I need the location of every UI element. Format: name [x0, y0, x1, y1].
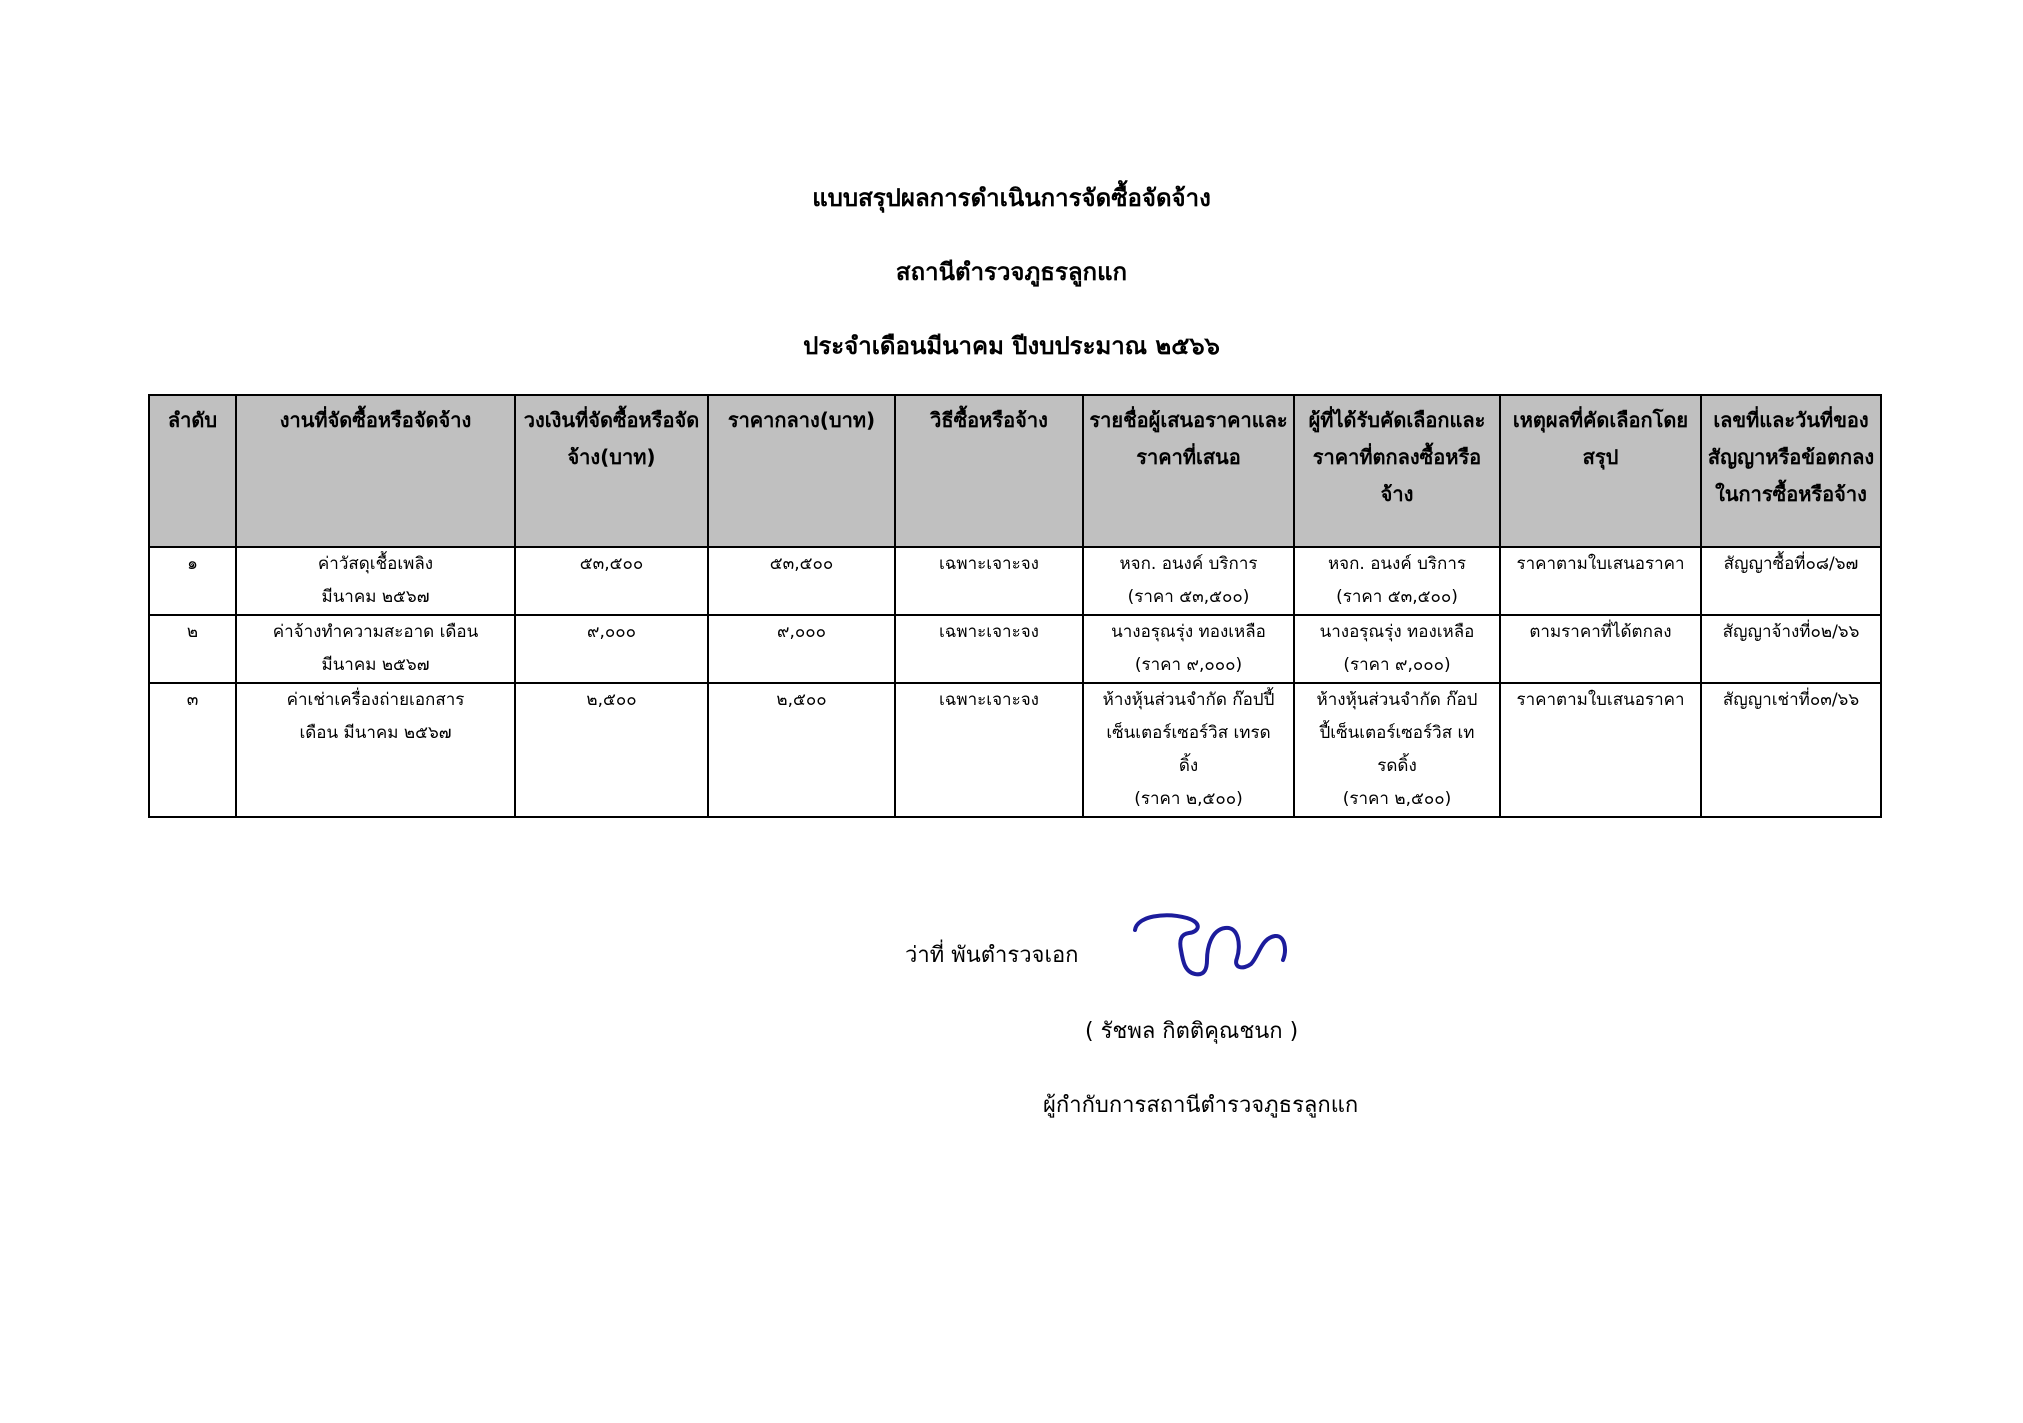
cell-budget [515, 683, 708, 817]
cell-line: ลำดับ [167, 408, 218, 432]
cell-line: นางอรุณรุ่ง ทองเหลือ [1319, 622, 1475, 642]
cell-line: ๑ [187, 554, 198, 574]
cell-line: ข้อตกลงในการ [1715, 445, 1875, 506]
cell-bidders [1083, 547, 1294, 615]
cell-line: สัญญาซื้อที่๐๘/๖๗ [1723, 554, 1859, 574]
agency-name: สถานีตำรวจภูธรลูกแก [895, 258, 1128, 286]
cell-line: และราคาที่ตกลง [1312, 408, 1486, 469]
table-row [149, 615, 1881, 683]
cell-line: (ราคา ๒,๕๐๐) [1342, 789, 1452, 809]
cell-reason [1500, 683, 1701, 817]
cell-line: ห้างหุ้นส่วนจำกัด ก๊อปปี้ [1102, 690, 1275, 710]
cell-line: ซื้อหรือจ้าง [1380, 445, 1482, 506]
header-no [149, 395, 236, 547]
cell-line: มีนาคม ๒๕๖๗ [321, 587, 430, 607]
cell-median-price [708, 615, 895, 683]
cell-line: ซื้อหรือจ้าง [1772, 482, 1867, 506]
cell-bidders [1083, 683, 1294, 817]
cell-line: มีนาคม ๒๕๖๗ [321, 655, 430, 675]
cell-line: ค่าวัสดุเชื้อเพลิง [317, 554, 434, 574]
cell-selected [1294, 547, 1500, 615]
procurement-summary-table [148, 394, 1882, 818]
cell-line: งานที่จัดซื้อหรือจัดจ้าง [279, 408, 472, 432]
cell-line: (บาท) [600, 445, 656, 469]
cell-bidders [1083, 615, 1294, 683]
cell-line: เฉพาะเจาะจง [939, 554, 1039, 574]
header-budget [515, 395, 708, 547]
cell-line: สัญญาเช่าที่๐๓/๖๖ [1722, 690, 1860, 710]
header-method [895, 395, 1083, 547]
cell-line: เฉพาะเจาะจง [939, 690, 1039, 710]
cell-method [895, 683, 1083, 817]
cell-line: โดยสรุป [1582, 408, 1689, 469]
cell-line: ๙,๐๐๐ [587, 622, 636, 642]
handwritten-signature [1125, 910, 1295, 985]
cell-no [149, 615, 236, 683]
cell-method [895, 615, 1083, 683]
cell-budget [515, 615, 708, 683]
signatory-rank: ว่าที่ พันตำรวจเอก [905, 943, 1079, 968]
cell-line: ๕๓,๕๐๐ [579, 554, 644, 574]
signatory-position: ผู้กำกับการสถานีตำรวจภูธรลูกแก [1043, 1093, 1359, 1118]
cell-budget [515, 547, 708, 615]
cell-line: (ราคา ๕๓,๕๐๐) [1127, 587, 1250, 607]
cell-line: วงเงินที่จัดซื้อหรือ [523, 408, 675, 432]
header-median-price [708, 395, 895, 547]
cell-reason [1500, 547, 1701, 615]
cell-line: จัดจ้าง [567, 408, 700, 469]
cell-line: และราคาที่เสนอ [1136, 408, 1288, 469]
reporting-period: ประจำเดือนมีนาคม ปีงบประมาณ ๒๕๖๖ [803, 332, 1220, 360]
cell-line: หจก. อนงค์ บริการ [1119, 554, 1258, 574]
cell-contract [1701, 615, 1881, 683]
cell-line: สัญญาจ้างที่๐๒/๖๖ [1722, 622, 1860, 642]
cell-line: ห้างหุ้นส่วนจำกัด ก๊อป [1316, 690, 1478, 710]
cell-line: ของสัญญาหรือ [1707, 408, 1869, 469]
cell-line: ๕๓,๕๐๐ [769, 554, 834, 574]
cell-no [149, 547, 236, 615]
cell-line: วิธีซื้อหรือจ้าง [930, 408, 1048, 432]
cell-item [236, 547, 515, 615]
cell-line: ๒,๕๐๐ [776, 690, 827, 710]
cell-line: ค่าเช่าเครื่องถ่ายเอกสาร [286, 690, 465, 710]
cell-line: ๓ [186, 690, 199, 710]
cell-line: เฉพาะเจาะจง [939, 622, 1039, 642]
cell-median-price [708, 547, 895, 615]
header-bidders [1083, 395, 1294, 547]
cell-selected [1294, 615, 1500, 683]
header-selected [1294, 395, 1500, 547]
header-item [236, 395, 515, 547]
cell-reason [1500, 615, 1701, 683]
header-reason [1500, 395, 1701, 547]
cell-no [149, 683, 236, 817]
cell-line: ๙,๐๐๐ [777, 622, 826, 642]
cell-line: เดือน มีนาคม ๒๕๖๗ [299, 723, 452, 743]
cell-line: ปี้เซ็นเตอร์เซอร์วิส เท [1319, 723, 1475, 743]
cell-line: ราคาตามใบเสนอราคา [1516, 690, 1685, 710]
cell-contract [1701, 683, 1881, 817]
cell-line: ค่าจ้างทำความสะอาด เดือน [272, 622, 479, 642]
cell-median-price [708, 683, 895, 817]
cell-line: เซ็นเตอร์เซอร์วิส เทรด [1106, 723, 1271, 743]
cell-line: ราคาตามใบเสนอราคา [1516, 554, 1685, 574]
cell-line: หจก. อนงค์ บริการ [1327, 554, 1467, 574]
table-row [149, 683, 1881, 817]
cell-line: รดดิ้ง [1377, 756, 1417, 776]
cell-line: เลขที่และวันที่ [1713, 408, 1834, 432]
cell-item [236, 615, 515, 683]
cell-line: (ราคา ๒,๕๐๐) [1134, 789, 1243, 809]
cell-line: (บาท) [819, 408, 876, 432]
cell-contract [1701, 547, 1881, 615]
cell-line: ดิ้ง [1178, 756, 1199, 776]
cell-line: ๒ [186, 622, 199, 642]
cell-line: ๒,๕๐๐ [586, 690, 637, 710]
cell-line: (ราคา ๕๓,๕๐๐) [1336, 587, 1458, 607]
cell-line: เหตุผลที่คัดเลือก [1512, 408, 1653, 432]
cell-line: (ราคา ๙,๐๐๐) [1343, 655, 1451, 675]
table-header-row [149, 395, 1881, 547]
cell-item [236, 683, 515, 817]
cell-line: ราคากลาง [727, 408, 820, 432]
cell-selected [1294, 683, 1500, 817]
table-row [149, 547, 1881, 615]
cell-line: ตามราคาที่ได้ตกลง [1529, 622, 1672, 642]
cell-line: รายชื่อผู้เสนอราคา [1089, 408, 1252, 432]
cell-line: ผู้ที่ได้รับคัดเลือก [1308, 408, 1450, 432]
document-title: แบบสรุปผลการดำเนินการจัดซื้อจัดจ้าง [812, 184, 1211, 212]
cell-line: นางอรุณรุ่ง ทองเหลือ [1111, 622, 1266, 642]
cell-line: (ราคา ๙,๐๐๐) [1134, 655, 1243, 675]
cell-method [895, 547, 1083, 615]
header-contract [1701, 395, 1881, 547]
signatory-name: ( รัชพล กิตติคุณชนก ) [1085, 1019, 1299, 1044]
